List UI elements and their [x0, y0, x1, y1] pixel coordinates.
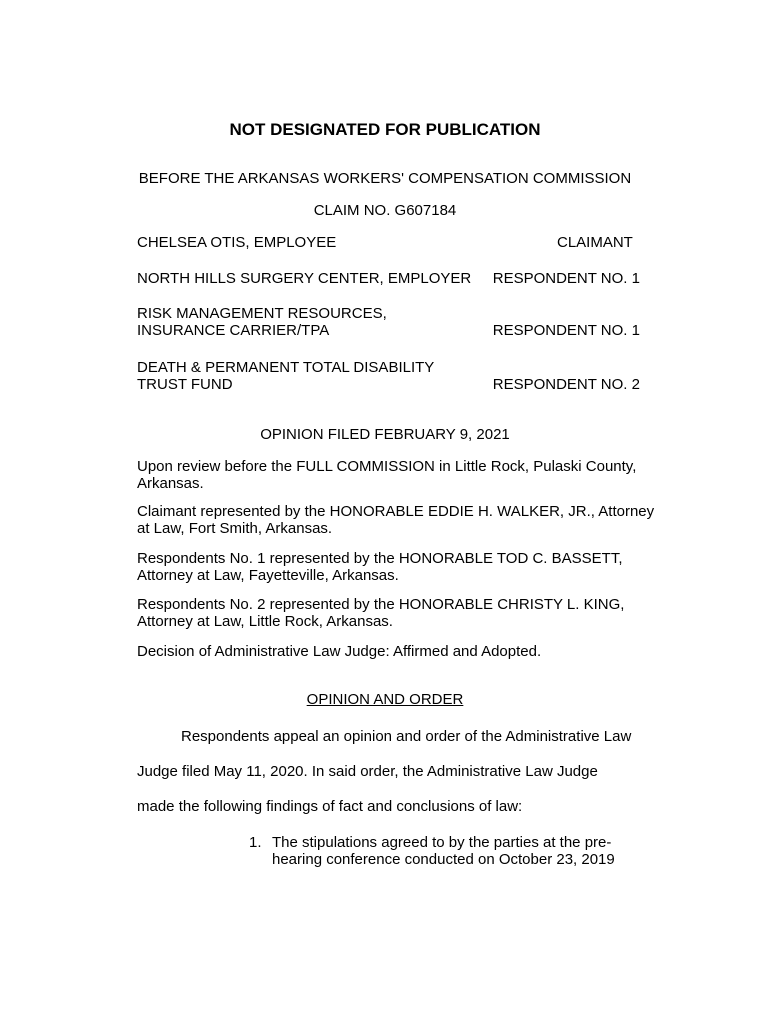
party-2-role: RESPONDENT NO. 1: [492, 270, 640, 287]
body-line-3: made the following findings of fact and conclusions of law:: [137, 798, 523, 815]
party-3-name-line-1: RISK MANAGEMENT RESOURCES,: [137, 305, 387, 322]
finding-number: 1.: [249, 834, 262, 851]
party-2-name: NORTH HILLS SURGERY CENTER, EMPLOYER: [137, 270, 472, 287]
party-4-role: RESPONDENT NO. 2: [492, 376, 640, 393]
party-1-name: CHELSEA OTIS, EMPLOYEE: [137, 234, 337, 251]
opinion-filed-date: OPINION FILED FEBRUARY 9, 2021: [260, 426, 510, 443]
opinion-and-order-heading: OPINION AND ORDER: [306, 691, 464, 708]
respondent-1-counsel-paragraph: Respondents No. 1 represented by the HONORABLE TOD C. BASSETT, Attorney at Law, Fayetteville, Arkansas.: [137, 550, 623, 584]
body-line-1: Respondents appeal an opinion and order of the Administrative Law: [181, 728, 632, 745]
review-paragraph: Upon review before the FULL COMMISSION in Little Rock, Pulaski County, Arkansas.: [137, 458, 637, 492]
party-4-name-line-2: TRUST FUND: [137, 376, 233, 393]
party-4-name-line-1: DEATH & PERMANENT TOTAL DISABILITY: [137, 359, 435, 376]
not-designated-title: NOT DESIGNATED FOR PUBLICATION: [229, 120, 541, 139]
body-line-2: Judge filed May 11, 2020. In said order, the Administrative Law Judge: [137, 763, 598, 780]
party-3-role: RESPONDENT NO. 1: [492, 322, 640, 339]
party-1-role: CLAIMANT: [557, 234, 633, 251]
finding-text: The stipulations agreed to by the parties at the pre-hearing conference conducted on October 23, 2019: [272, 834, 615, 868]
commission-heading: BEFORE THE ARKANSAS WORKERS' COMPENSATION COMMISSION: [138, 170, 632, 187]
respondent-2-counsel-paragraph: Respondents No. 2 represented by the HONORABLE CHRISTY L. KING, Attorney at Law, Little Rock, Arkansas.: [137, 596, 625, 630]
party-3-name-line-2: INSURANCE CARRIER/TPA: [137, 322, 330, 339]
decision-paragraph: Decision of Administrative Law Judge: Affirmed and Adopted.: [137, 643, 542, 660]
claim-number: CLAIM NO. G607184: [313, 202, 457, 219]
claimant-counsel-paragraph: Claimant represented by the HONORABLE EDDIE H. WALKER, JR., Attorney at Law, Fort Smith, Arkansas.: [137, 503, 655, 537]
